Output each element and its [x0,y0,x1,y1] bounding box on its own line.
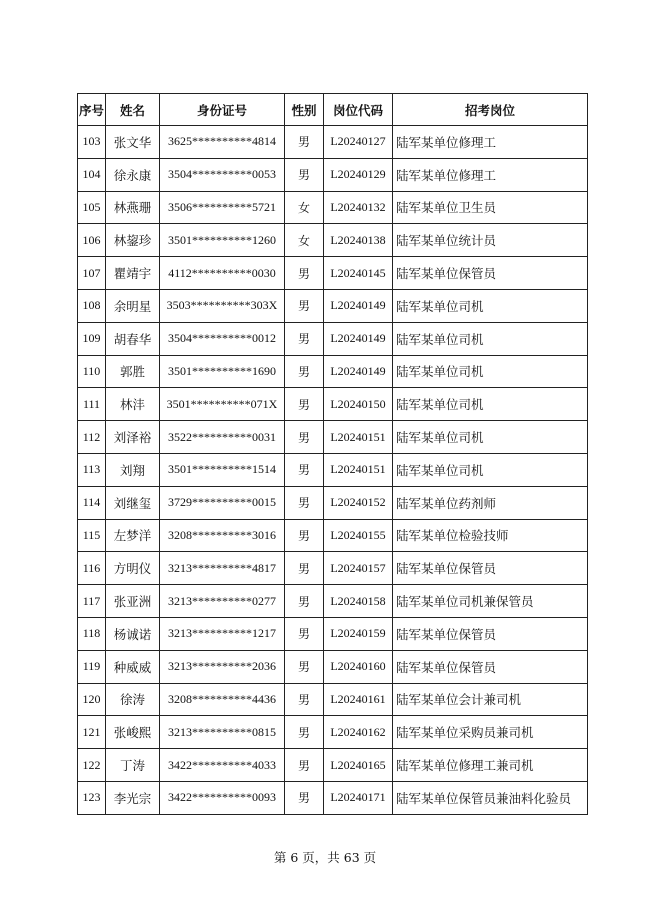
cell-post: 陆军某单位司机 [393,388,588,421]
cell-gender: 男 [285,617,324,650]
cell-gender: 男 [285,781,324,814]
cell-post-code: L20240151 [324,453,393,486]
header-id-number: 身份证号 [160,94,285,126]
cell-post: 陆军某单位卫生员 [393,191,588,224]
cell-id-number: 3504**********0012 [160,322,285,355]
cell-id-number: 3213**********4817 [160,552,285,585]
cell-gender: 男 [285,716,324,749]
cell-name: 瞿靖宇 [106,257,160,290]
cell-id-number: 3501**********1690 [160,355,285,388]
cell-post: 陆军某单位司机 [393,453,588,486]
cell-post-code: L20240132 [324,191,393,224]
cell-id-number: 3625**********4814 [160,126,285,159]
cell-gender: 女 [285,191,324,224]
cell-name: 刘继玺 [106,486,160,519]
table-row [78,421,588,454]
page-footer [0,848,650,866]
cell-post-code: L20240138 [324,224,393,257]
cell-post-code: L20240150 [324,388,393,421]
cell-post-code: L20240127 [324,126,393,159]
cell-post: 陆军某单位司机 [393,322,588,355]
cell-post: 陆军某单位司机 [393,421,588,454]
table-row [78,486,588,519]
cell-gender: 男 [285,453,324,486]
cell-id-number: 3213**********0277 [160,585,285,618]
header-post-code: 岗位代码 [324,94,393,126]
cell-seq: 116 [78,552,106,585]
cell-name: 徐涛 [106,683,160,716]
cell-id-number: 3506**********5721 [160,191,285,224]
cell-seq: 114 [78,486,106,519]
cell-name: 杨诚诺 [106,617,160,650]
footer-mid: 页，共 [302,850,340,865]
header-post: 招考岗位 [393,94,588,126]
cell-id-number: 3208**********3016 [160,519,285,552]
cell-post-code: L20240149 [324,322,393,355]
cell-name: 林燕珊 [106,191,160,224]
cell-seq: 104 [78,158,106,191]
table-row [78,322,588,355]
cell-post-code: L20240162 [324,716,393,749]
cell-name: 种威威 [106,650,160,683]
cell-gender: 男 [285,683,324,716]
cell-name: 林鋆珍 [106,224,160,257]
table-row [78,388,588,421]
cell-post-code: L20240149 [324,355,393,388]
cell-seq: 120 [78,683,106,716]
cell-gender: 男 [285,519,324,552]
cell-post: 陆军某单位采购员兼司机 [393,716,588,749]
cell-id-number: 3501**********1260 [160,224,285,257]
cell-post-code: L20240151 [324,421,393,454]
table-row [78,355,588,388]
cell-gender: 男 [285,585,324,618]
table-row [78,716,588,749]
cell-name: 张亚洲 [106,585,160,618]
cell-post-code: L20240171 [324,781,393,814]
table-row [78,683,588,716]
table-row [78,749,588,782]
cell-id-number: 3501**********071X [160,388,285,421]
cell-post-code: L20240160 [324,650,393,683]
cell-seq: 105 [78,191,106,224]
table-row [78,650,588,683]
cell-post-code: L20240161 [324,683,393,716]
cell-seq: 110 [78,355,106,388]
cell-post-code: L20240145 [324,257,393,290]
cell-seq: 113 [78,453,106,486]
cell-name: 刘泽裕 [106,421,160,454]
cell-post: 陆军某单位修理工 [393,158,588,191]
cell-seq: 107 [78,257,106,290]
table-row [78,585,588,618]
cell-seq: 121 [78,716,106,749]
cell-post: 陆军某单位保管员 [393,552,588,585]
cell-gender: 男 [285,257,324,290]
cell-name: 徐永康 [106,158,160,191]
table-row [78,224,588,257]
cell-seq: 122 [78,749,106,782]
cell-post-code: L20240158 [324,585,393,618]
table-row [78,257,588,290]
cell-name: 胡春华 [106,322,160,355]
cell-id-number: 3422**********0093 [160,781,285,814]
table-body [78,126,588,815]
cell-seq: 109 [78,322,106,355]
cell-id-number: 3504**********0053 [160,158,285,191]
cell-gender: 男 [285,158,324,191]
cell-post-code: L20240129 [324,158,393,191]
cell-id-number: 3213**********2036 [160,650,285,683]
cell-name: 李光宗 [106,781,160,814]
cell-seq: 119 [78,650,106,683]
cell-id-number: 3503**********303X [160,289,285,322]
cell-post: 陆军某单位检验技师 [393,519,588,552]
table-row [78,453,588,486]
table-row [78,126,588,159]
cell-post-code: L20240165 [324,749,393,782]
table-row [78,289,588,322]
header-seq: 序号 [78,94,106,126]
cell-gender: 男 [285,749,324,782]
cell-name: 余明星 [106,289,160,322]
cell-post-code: L20240152 [324,486,393,519]
cell-name: 左梦洋 [106,519,160,552]
cell-post: 陆军某单位药剂师 [393,486,588,519]
cell-gender: 男 [285,421,324,454]
cell-gender: 男 [285,289,324,322]
cell-seq: 103 [78,126,106,159]
footer-page-number: 6 [290,850,299,865]
cell-post: 陆军某单位保管员 [393,257,588,290]
cell-post-code: L20240157 [324,552,393,585]
cell-name: 郭胜 [106,355,160,388]
cell-post: 陆军某单位司机 [393,355,588,388]
table-row [78,158,588,191]
cell-name: 方明仪 [106,552,160,585]
cell-gender: 男 [285,650,324,683]
cell-seq: 123 [78,781,106,814]
header-name: 姓名 [106,94,160,126]
cell-post: 陆军某单位保管员 [393,617,588,650]
table-row [78,552,588,585]
cell-id-number: 3729**********0015 [160,486,285,519]
cell-post: 陆军某单位司机 [393,289,588,322]
table-row [78,191,588,224]
cell-post: 陆军某单位修理工 [393,126,588,159]
cell-name: 林沣 [106,388,160,421]
personnel-table [77,93,588,815]
cell-seq: 108 [78,289,106,322]
footer-suffix: 页 [363,850,377,865]
cell-seq: 112 [78,421,106,454]
cell-gender: 男 [285,486,324,519]
cell-post-code: L20240159 [324,617,393,650]
cell-post: 陆军某单位保管员兼油料化验员 [393,781,588,814]
cell-id-number: 3522**********0031 [160,421,285,454]
cell-name: 张文华 [106,126,160,159]
cell-name: 刘翔 [106,453,160,486]
cell-seq: 118 [78,617,106,650]
cell-post: 陆军某单位会计兼司机 [393,683,588,716]
cell-id-number: 3213**********0815 [160,716,285,749]
cell-post-code: L20240155 [324,519,393,552]
cell-seq: 117 [78,585,106,618]
cell-post: 陆军某单位保管员 [393,650,588,683]
table-row [78,617,588,650]
table-row [78,781,588,814]
cell-seq: 106 [78,224,106,257]
cell-seq: 115 [78,519,106,552]
cell-seq: 111 [78,388,106,421]
cell-gender: 男 [285,388,324,421]
cell-name: 张峻熙 [106,716,160,749]
cell-gender: 女 [285,224,324,257]
cell-post: 陆军某单位统计员 [393,224,588,257]
table-header-row [78,94,588,126]
cell-gender: 男 [285,322,324,355]
cell-gender: 男 [285,552,324,585]
cell-post: 陆军某单位司机兼保管员 [393,585,588,618]
cell-gender: 男 [285,355,324,388]
header-gender: 性别 [285,94,324,126]
table-row [78,519,588,552]
cell-id-number: 3501**********1514 [160,453,285,486]
footer-total-pages: 63 [343,850,360,865]
cell-post: 陆军某单位修理工兼司机 [393,749,588,782]
footer-prefix: 第 [273,850,287,865]
cell-id-number: 4112**********0030 [160,257,285,290]
cell-id-number: 3213**********1217 [160,617,285,650]
cell-gender: 男 [285,126,324,159]
cell-name: 丁涛 [106,749,160,782]
cell-post-code: L20240149 [324,289,393,322]
cell-id-number: 3422**********4033 [160,749,285,782]
cell-id-number: 3208**********4436 [160,683,285,716]
